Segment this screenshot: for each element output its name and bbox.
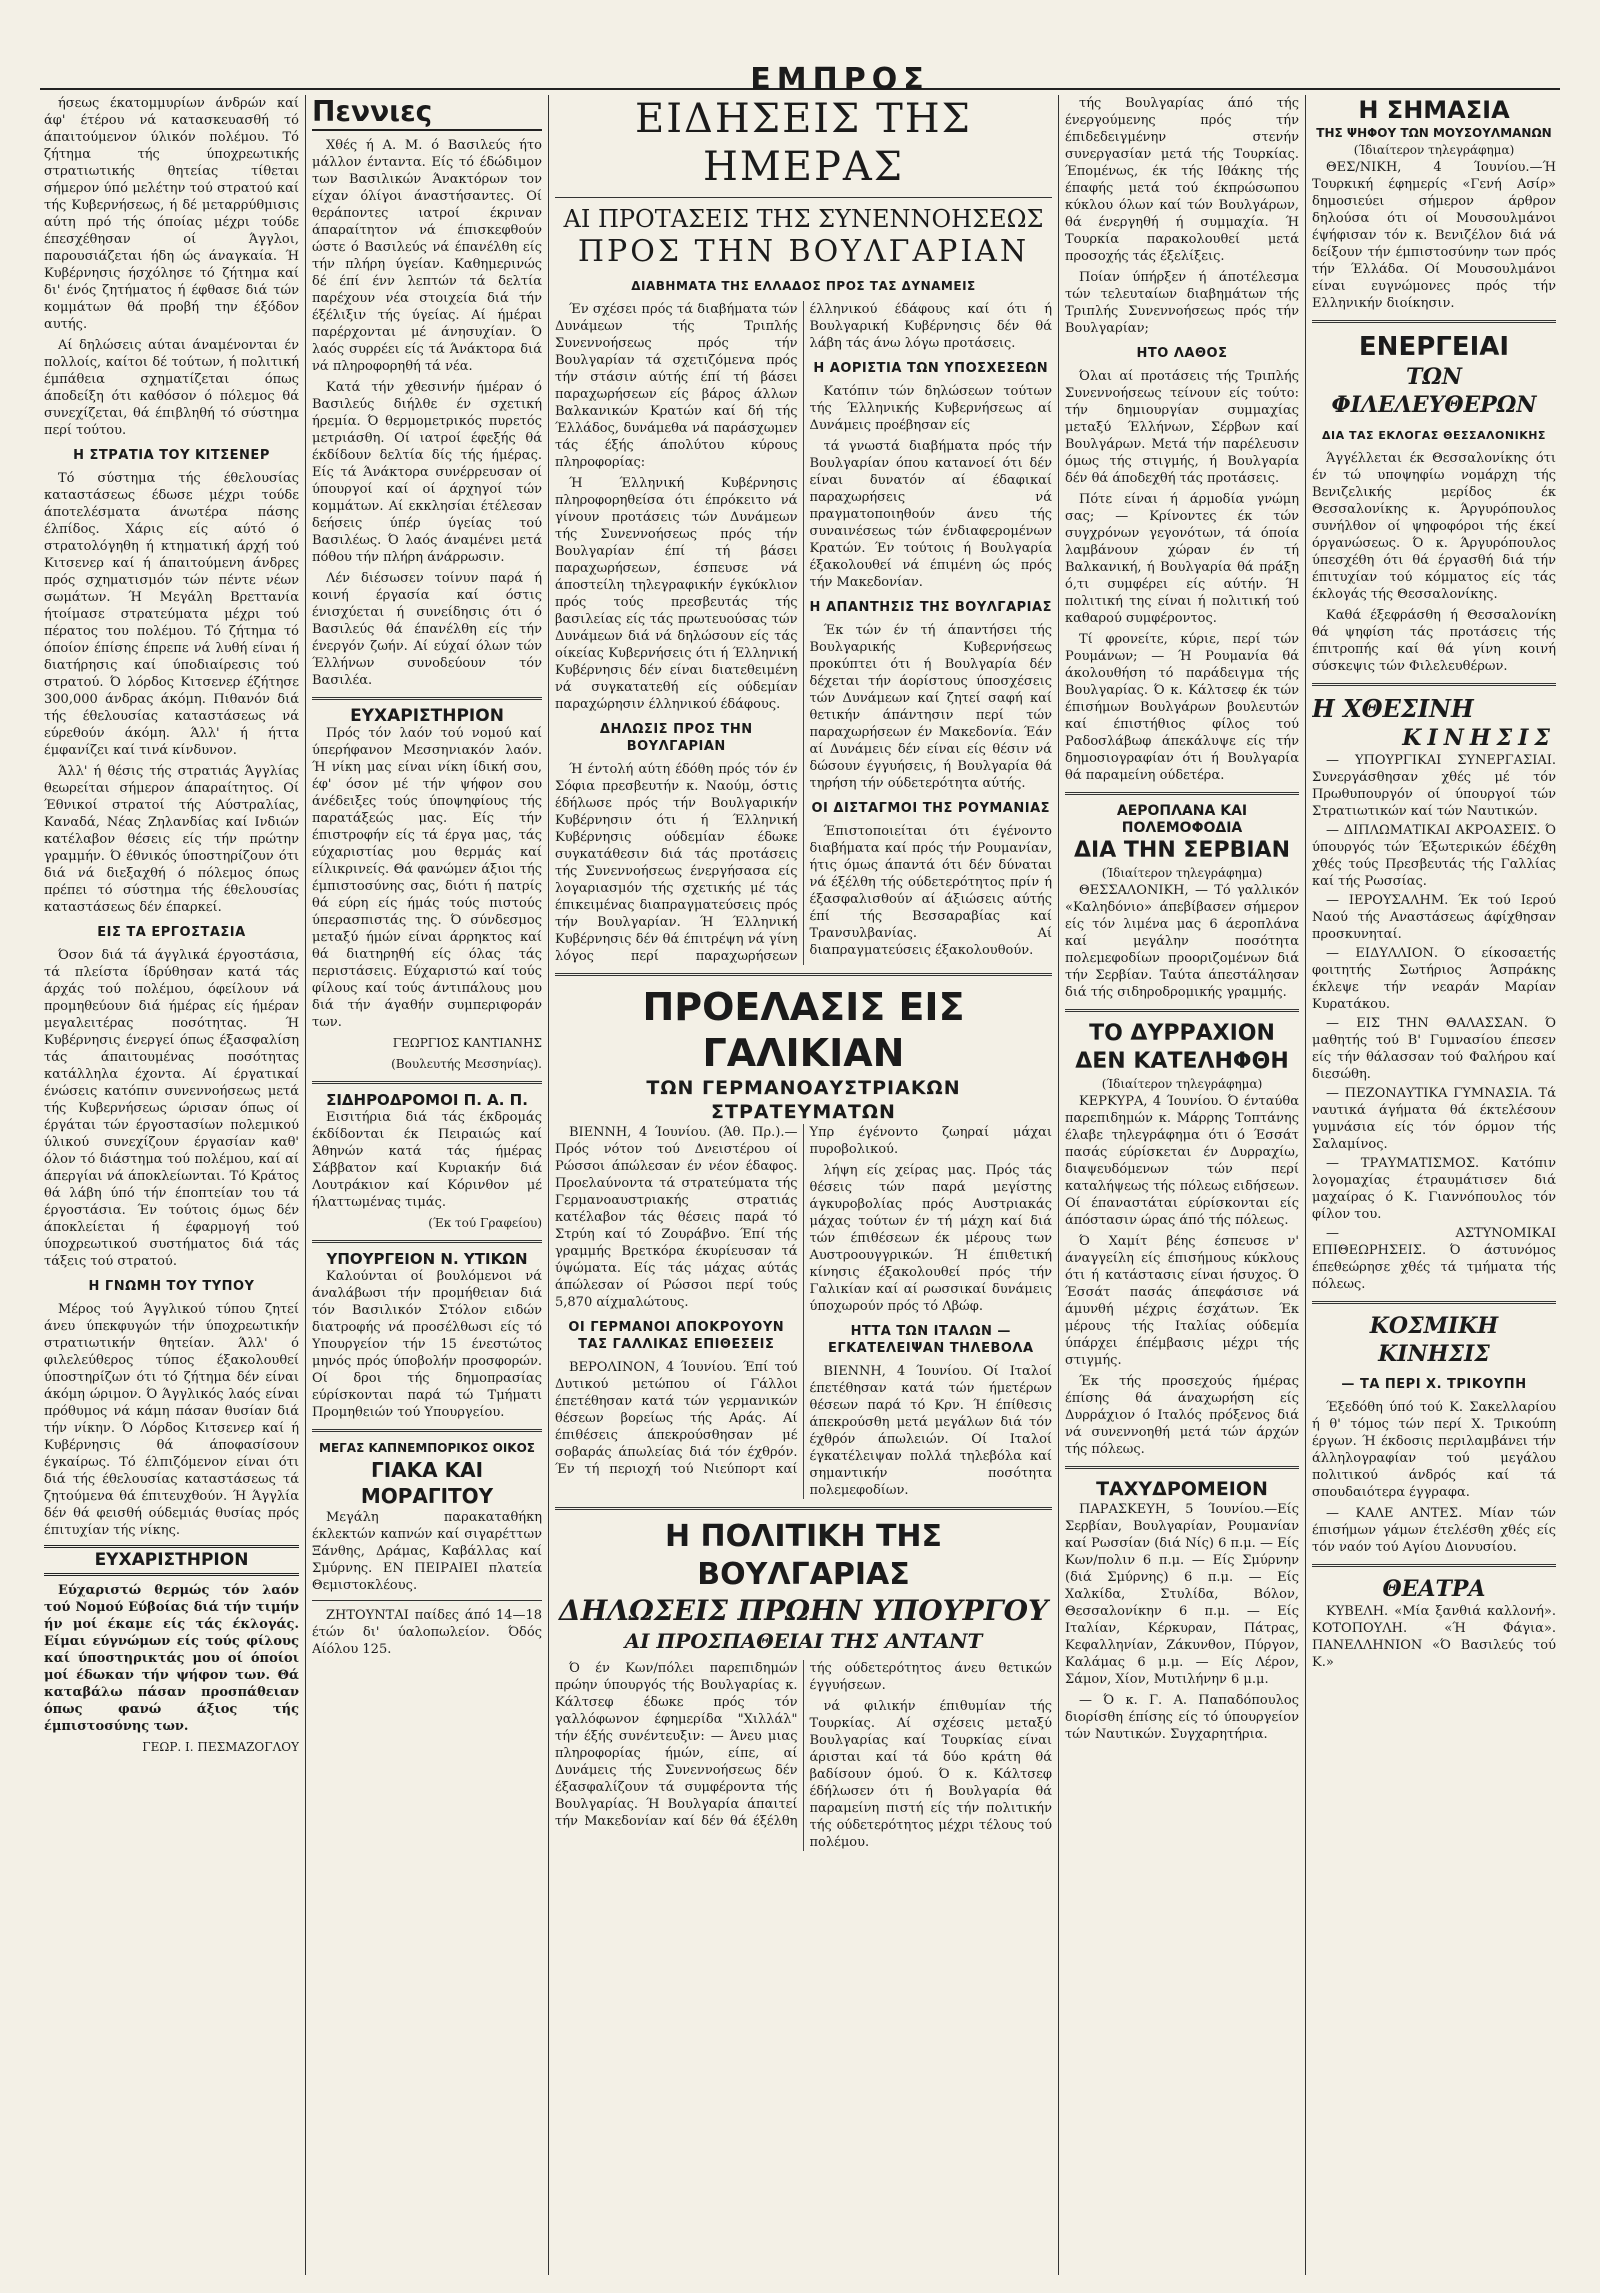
- ad-text: Μεγάλη παρακαταθήκη έκλεκτών καπνών καί σιγαρέττων Ξάνθης, Δράμας, Καβάλλας καί Σμύρνης. ΕΝ ΠΕΙΡΑΙΕΙ πλατεία Θεμιστοκλέους.: [312, 1510, 542, 1593]
- section-heading: Πεννιες: [312, 95, 542, 131]
- source-note: (Ίδιαίτερον τηλεγράφημα): [1101, 866, 1263, 880]
- news-item: — ΕΙΣ ΤΗΝ ΘΑΛΑΣΣΑΝ. Ό μαθητής τού Β' Γυμνασίου έπεσεν είς τήν θάλασσαν τού Φαλήρου καί διεσώθη.: [1312, 1016, 1556, 1082]
- article-text: Ποίαν ύπήρξεν ή άποτέλεσμα τών τελευταίων διαβημάτων τής Τριπλής Συνεννοήσεως πρός τήν Βουλγαρίαν;: [1065, 270, 1299, 336]
- newspaper-title: ΕΜΠΡΟΣ: [750, 62, 930, 97]
- article-subheading: ΔΙΑ ΤΗΝ ΣΕΡΒΙΑΝ: [1074, 838, 1290, 863]
- article-text: Έπιστοποιείται ότι έγένοντο διαβήματα καί πρός τήν Ρουμανίαν, ήτις όμως άπαντά ότι δέν δύναται νά έξέλθη τής ούδετερότητος πρίν ή έξασφαλισθούν αί άξιώσεις αύτής έπί τής Βεσσαραβίας καί Τρανσυλβανίας. Αί διαπραγματεύσεις έξακολουθούν.: [809, 824, 1052, 958]
- article-text: Άλλ' ή θέσις τής στρατιάς Άγγλίας θεωρείται σήμερον άπαραίτητος. Οί Έθνικοί στρατοί τής Αύστραλίας, Καναδά, Νέας Ζηλανδίας καί Ινδιών κατέλαβον θέσεις είς τήν πρώτην γραμμήν. Ό έθνικός ύποστηρίζουν ότι διά νά διεξαχθή ό πόλεμος όπως πρέπει τό σύστημα τής έθελουσίας καταστάσεως δέν έπαρκεί.: [44, 764, 299, 915]
- article-subheading: ΤΩΝ ΦΙΛΕΛΕΥΘΕΡΩΝ: [1331, 364, 1537, 418]
- article-text: Ή Έλληνική Κυβέρνησις πληροφορηθείσα ότι έπρόκειτο νά γίνουν προτάσεις τών Δυνάμεων τής Συνεννοήσεως πρός τήν Βουλγαρίαν έπί τή βάσει παραχωρήσεων, έσπευσε νά άποστείλη τηλεγραφικήν έγκύκλιον πρός τούς πρεσβευτάς τής βασιλείας είς τάς πρωτευούσας τών Δυνάμεων διά νά δηλώσουν είς τάς οίκείας Κυβερνήσεις ότι ή Έλληνική Κυβέρνησις δέν είναι διατεθειμένη νά συγκατατεθή είς ούδεμίαν παραχώρησιν έλληνικού έδάφους.: [555, 476, 798, 712]
- article-text: Λέν διέσωσεν τοίνυν παρά ή κοινή έργασία καί όστις ένισχύεται ή συνείδησις ότι ό Βασιλεύς θά έπανέλθη είς τήν ένεργόν ζωήν. Αί εύχαί όλων τών Έλλήνων συνοδεύουν τόν Βασιλέα.: [312, 571, 542, 688]
- article-text: Ή έντολή αύτη έδόθη πρός τόν έν Σόφια πρεσβευτήν κ. Ναούμ, όστις έδήλωσε πρός τήν Βουλγαρικήν Κυβέρνησιν ότι ή Έλληνική Κυβέρνησις ούδεμίαν έδωκε συγκατάθεσιν διά τάς προτάσεις τής Συνεννοήσεως ένεργήσασα είς λογαριασμόν τής σχετικής μέ τάς έπικειμένας διαπραγματεύσεις πρός τήν Βουλγαρίαν. Ή Έλληνική Κυβέρνησις δέν θά έπιτρέψη νά γίνη λόγος περί παραχωρήσεων έλληνικού έδάφους καί ότι ή Βουλγαρική Κυβέρνησις δέν θά λάβη τάς άνω λόγω προτάσεις.: [555, 302, 1052, 964]
- article-heading: ΤΟ ΔΥΡΡΑΧΙΟΝ: [1089, 1021, 1275, 1046]
- section-heading: Η ΑΠΑΝΤΗΣΙΣ ΤΗΣ ΒΟΥΛΓΑΡΙΑΣ: [809, 600, 1052, 615]
- article-text: Εισιτήρια διά τάς έκδρομάς έκδίδονται έκ Πειραιώς καί Άθηνών κατά τάς ήμέρας Σάββατον καί Κυριακήν διά Λουτράκιον καί Κόρινθον μέ ήλαττωμένας τιμάς.: [312, 1110, 542, 1210]
- article-subheading: ΔΙΑ ΤΑΣ ΕΚΛΟΓΑΣ ΘΕΣΣΑΛΟΝΙΚΗΣ: [1322, 429, 1546, 442]
- article-body: [555, 1124, 1052, 1499]
- section-heading: Η ΓΝΩΜΗ ΤΟΥ ΤΥΠΟΥ: [88, 1279, 255, 1294]
- article-text: Αί δηλώσεις αύται άναμένονται έν πολλοίς, καίτοι δέ τούτων, ή πολιτική έμπάθεια σχηματίζεται όπως άποδείξη ότι καθόσον ό πόλεμος θά συνεχίζεται, θά έπιβληθή τό σύστημα περί τούτου.: [44, 338, 299, 438]
- article-subheading: ΤΩΝ ΓΕΡΜΑΝΟΑΥΣΤΡΙΑΚΩΝ ΣΤΡΑΤΕΥΜΑΤΩΝ: [646, 1077, 961, 1123]
- news-item: — ΥΠΟΥΡΓΙΚΑΙ ΣΥΝΕΡΓΑΣΙΑΙ. Συνεργάσθησαν χθές μέ τόν Πρωθυπουργόν οί ύπουργοί τών Στρατιωτικών καί τών Ναυτικών.: [1312, 753, 1556, 819]
- column-5: [1312, 95, 1556, 2275]
- article-text: ΒΙΕΝΝΗ, 4 Ίουνίου. Οί Ιταλοί έπετέθησαν κατά τών ήμετέρων θέσεων παρά τό Κρν. Ή έπίθεσις άπεκρούσθη μετά μεγάλων διά τόν έχθρόν άπωλειών. Οί Ιταλοί έγκατέλειψαν πολλά τηλεβόλα καί σημαντικήν ποσότητα πολεμεφοδίων.: [809, 1364, 1052, 1498]
- article-text: Πότε είναι ή άρμοδία γνώμη σας; — Κρίνοντες έκ τών συγχρόνων γεγονότων, τά όποία λαμβάνουν χώραν έν τή Βαλκανική, ή Βουλγαρία θά πράξη ό,τι συμφέρει είς αύτήν. Ή πολιτική της είναι ή πολιτική τού καθαρού συμφέροντος.: [1065, 492, 1299, 626]
- news-item: — ΤΡΑΥΜΑΤΙΣΜΟΣ. Κατόπιν λογομαχίας έτραυμάτισεν διά μαχαίρας ό Κ. Γιαννόπουλος τόν φίλον του.: [1312, 1156, 1556, 1222]
- column-4: [1065, 95, 1299, 2275]
- article-text: λήψη είς χείρας μας. Πρός τάς θέσεις τών παρά μεγίστης άγκυροβολίας πρός Αυστριακάς μάχας τούτων έν τή μάχη καί διά τών έπιθέσεων έκ μέρους των Αυστροουγγρικών. Ή έπιθετική κίνησις έξακολουθεί πρός τήν Γαλικίαν καί αί ρωσσικαί δυνάμεις ύποχωρούν πρός τό Λβώφ.: [809, 1163, 1052, 1314]
- thanks-text: Εύχαριστώ θερμώς τόν λαόν τού Νομού Εύβοίας διά τήν τιμήν ήν μοί έκαμε είς τάς έκλογάς. Είμαι εύγνώμων είς τούς φίλους καί ύποστηρικτάς μου οί όποίοι μοί έδωκαν τήν ψήφον των. Θά καταβάλω πάσαν προσπάθειαν όπως φανώ άξιος τής έμπιστοσύνης των.: [44, 1583, 299, 1734]
- article-heading: ΑΙ ΠΡΟΤΑΣΕΙΣ ΤΗΣ ΣΥΝΕΝΝΟΗΣΕΩΣ: [563, 205, 1044, 233]
- article-text: νά φιλικήν έπιθυμίαν τής Τουρκίας. Αί σχέσεις μεταξύ Βουλγαρίας καί Τουρκίας είναι άρισται καί τά δύο κράτη θά βαδίσουν όμού. Ό κ. Κάλτσεφ έδήλωσεν ότι ή Βουλγαρία θά παραμείνη πιστή είς τήν πολιτικήν τής ούδετερότητος μέχρι τέλους τού πολέμου.: [809, 1699, 1052, 1850]
- article-heading: Η ΣΗΜΑΣΙΑ: [1358, 96, 1510, 124]
- article-text: Όλαι αί προτάσεις τής Τριπλής Συνεννοήσεως τείνουν είς τούτο: τήν δημιουργίαν συμμαχίας μεταξύ Έλλήνων, Σέρβων καί Βουλγάρων. Μετά τήν παρέλευσιν όμως τής στιγμής, ή Βουλγαρία δέν θά άποδεχθή τάς προτάσεις.: [1065, 369, 1299, 486]
- section-heading: ΕΙΣ ΤΑ ΕΡΓΟΣΤΑΣΙΑ: [97, 925, 246, 940]
- article-text: Καθά έξεφράσθη ή Θεσσαλονίκη θά ψηφίση τάς προτάσεις τής έπιτροπής καί θά γίνη κοινή σύσκεψις τών Φιλελευθέρων.: [1312, 608, 1556, 674]
- article-text: Τό σύστημα τής έθελουσίας καταστάσεως έδωσε μέχρι τούδε άποτελέσματα άνωτέρα πάσης έλπίδος. Χάρις είς αύτό ό στρατολόγηθη ή κτηματική άρχή τού Κιτσενερ καί ή άπαιτούμενη άνδρες πρός σχηματισμόν τών πέντε νέων σωμάτων. Ή Μεγάλη Βρεττανία ήτοίμασε στρατεύματα μέχρι τού πέρατος του πολέμου. Τό ζήτημα τό όποίον έπίσης έπρεπε νά λυθή είναι ή διατήρησις καί ύποδιαίρεσις τού στρατού. Ό λόρδος Κιτσενερ έζήτησε 300,000 άνδρας άκόμη. Πιθανόν διά τής έθελουσίας καταστάσεως νά εύρεθούν άκόμη. Άλλ' ή ήττα έμφανίζει καί τινά κίνδυνον.: [44, 471, 299, 758]
- column-rule: [1058, 95, 1059, 2275]
- thanks-heading: ΕΥΧΑΡΙΣΤΗΡΙΟΝ: [94, 1550, 249, 1570]
- article-text: Έξεδόθη ύπό τού Κ. Σακελλαρίου ή θ' τόμος τών περί Χ. Τρικούπη έργων. Ή έκδοσις περιλαμβάνει τήν άλληλογραφίαν τού μεγάλου πολιτικού άνδρός καί τά σπουδαιότερα έγγραφα.: [1312, 1400, 1556, 1500]
- section-heading: ΔΗΛΩΣΙΣ ΠΡΟΣ ΤΗΝ ΒΟΥΛΓΑΡΙΑΝ: [599, 722, 753, 754]
- article-text: — Ό κ. Γ. Α. Παπαδόπουλος διορίσθη έπίσης είς τό ύπουργείον τών Ναυτικών. Συγχαρητήρια.: [1065, 1693, 1299, 1742]
- article-text: Τί φρονείτε, κύριε, περί τών Ρουμάνων; — Ή Ρουμανία θά άκολουθήση τό παράδειγμα τής Βουλγαρίας. Ό κ. Κάλτσεφ έκ τών έπισήμων Βουλγάρων βουλευτών καί έπιστήθιος φίλος τού Ραδοσλάβωφ άπεκάλυψε είς τήν δημοσιογραφίαν ότι ή Βουλγαρία θά παραμείνη ούδετέρα.: [1065, 632, 1299, 783]
- section-heading: ΗΤΤΑ ΤΩΝ ΙΤΑΛΩΝ — ΕΓΚΑΤΕΛΕΙΨΑΝ ΤΗΛΕΒΟΛΑ: [827, 1324, 1034, 1356]
- source-note: (Ίδιαίτερον τηλεγράφημα): [1353, 143, 1515, 157]
- article-text: Άγγέλλεται έκ Θεσσαλονίκης ότι έν τώ υποψηφίω νομάρχη τής Βενιζελικής μερίδος έκ Θεσσαλονίκης κ. Άργυρόπουλος συνήλθον οί ψηφοφόροι τής έκεί όργανώσεως. Ό κ. Άργυρόπουλος ύπεσχέθη ότι θά έργασθή διά τήν έπιτυχίαν τού κόμματος είς τάς έκλογάς τής Θεσσαλονίκης.: [1312, 451, 1556, 602]
- article-body: [555, 301, 1052, 965]
- section-heading: Η ΧΘΕΣΙΝΗ: [1312, 694, 1474, 723]
- article-text: Μέρος τού Άγγλικού τύπου ζητεί άνευ ύπεκφυγών τήν ύποχρεωτικήν στρατιωτικήν θητείαν. Άλλ' ό φιλελεύθερος τύπος έξακολουθεί ύποστηρίζων ότι τό ζήτημα δέν είναι άκόμη ώριμον. Ό Άγγλικός λαός είναι πρόθυμος νά κάμη πάσαν θυσίαν διά τήν νίκην. Ό Λόρδος Κιτσενερ καί ή Κυβέρνησις θά άποφασίσουν έγκαίρως. Τό έλπιζόμενον είναι ότι διά τής έθελουσίας καταστάσεως τά ζητούμενα θά έπιτευχθούν. Ή Άγγλία δέν θά φεισθή ούδεμιάς θυσίας πρός έπιτυχίαν τής νίκης.: [44, 1302, 299, 1538]
- section-heading: ΥΠΟΥΡΓΕΙΟΝ Ν. ΥΤΙΚΩΝ: [326, 1250, 528, 1268]
- section-heading: ΟΙ ΔΙΣΤΑΓΜΟΙ ΤΗΣ ΡΟΥΜΑΝΙΑΣ: [811, 801, 1051, 816]
- thanks-heading: ΕΥΧΑΡΙΣΤΗΡΙΟΝ: [350, 706, 504, 726]
- article-text: Χθές ή Α. Μ. ό Βασιλεύς ήτο μάλλον ένταντα. Είς τό έδώδιμον των Βασιλικών Άνακτόρων τον είχαν όλίγοι άναστήσαντες. Οί θεράποντες ιατροί έκριναν άπαραίτητον νά έπισκεφθούν ώστε ό Βασιλεύς νά έπανέλθη είς τήν πλήρη ύγείαν. Καθημερινώς δέ έπί ένν λεπτών τά δελτία παρέχουν νέα στοιχεία διά τήν έξέλιξιν τής ύγείας. Αί ήμέραι παρέρχονται μέ άνησυχίαν. Ό λαός συρρέει είς τά Άνάκτορα διά νά πληροφορηθή τά νέα.: [312, 138, 542, 374]
- article-text: ΒΕΡΟΛΙΝΟΝ, 4 Ίουνίου. Έπί τού Δυτικού μετώπου οί Γάλλοι έπετέθησαν κατά τών γερμανικών θέσεων βορείως τής Αράς. Αί έπιθέσεις άπεκρούσθησαν μέ σοβαράς άπωλείας διά τόν έχθρόν. Έν τή περιοχή τού Νιεύπορτ καί Υπρ έγένοντο ζωηραί μάχαι πυροβολικού.: [555, 1125, 1052, 1477]
- article-subheading: ΤΗΣ ΨΗΦΟΥ ΤΩΝ ΜΟΥΣΟΥΛΜΑΝΩΝ: [1316, 126, 1552, 140]
- article-subheading: ΑΙ ΠΡΟΣΠΑΘΕΙΑΙ ΤΗΣ ΑΝΤΑΝΤ: [624, 1629, 983, 1653]
- column-rule: [548, 95, 549, 2275]
- section-heading: ΚΙΝΗΣΙΣ: [1402, 725, 1556, 751]
- article-text: — ΚΑΛΕ ΑΝΤΕΣ. Μίαν τών έπισήμων γάμων έτελέσθη χθές είς τόν ναόν τού Αγίου Διονυσίου.: [1312, 1506, 1556, 1555]
- article-text: ΘΕΣ/ΝΙΚΗ, 4 Ίουνίου.—Ή Τουρκική έφημερίς «Γενή Ασίρ» δημοσιεύει σήμερον άρθρον δηλούσα ότι οί Μουσουλμάνοι έψήφισαν τόν κ. Βενιζέλον διά νά δείξουν τήν έμπιστοσύνην των πρός τήν Έλλάδα. Οί Μουσουλμάνοι είναι ευγνώμονες πρός τήν Ελληνικήν διοίκησιν.: [1312, 160, 1556, 311]
- news-item: — ΔΙΠΛΩΜΑΤΙΚΑΙ ΑΚΡΟΑΣΕΙΣ. Ό ύπουργός τών Έξωτερικών έδέχθη χθές τούς Πρεσβευτάς τής Γαλλίας καί τής Ρωσσίας.: [1312, 823, 1556, 889]
- masthead: [40, 18, 1560, 97]
- column-2: [312, 95, 542, 2275]
- source-note: (Ίδιαίτερον τηλεγράφημα): [1101, 1077, 1263, 1091]
- signature: (Έκ τού Γραφείου): [428, 1216, 542, 1230]
- section-heading: ΚΟΣΜΙΚΗ ΚΙΝΗΣΙΣ: [1369, 1313, 1499, 1367]
- main-heading: ΕΙΔΗΣΕΙΣ ΤΗΣ ΗΜΕΡΑΣ: [635, 96, 972, 190]
- article-heading: ΠΡΟΣ ΤΗΝ ΒΟΥΛΓΑΡΙΑΝ: [577, 234, 1030, 269]
- column-rule: [1305, 95, 1306, 2275]
- article-subheading: ΔΕΝ ΚΑΤΕΛΗΦΘΗ: [1075, 1049, 1289, 1074]
- section-heading: ΗΤΟ ΛΑΘΟΣ: [1136, 346, 1228, 361]
- ad-heading: ΓΙΑΚΑ ΚΑΙ ΜΟΡΑΓΙΤΟΥ: [360, 1458, 494, 1508]
- article-text: Κατόπιν τών δηλώσεων τούτων τής Έλληνικής Κυβερνήσεως αί Δυνάμεις προέβησαν είς: [809, 384, 1052, 433]
- article-subheading: ΔΙΑΒΗΜΑΤΑ ΤΗΣ ΕΛΛΑΔΟΣ ΠΡΟΣ ΤΑΣ ΔΥΝΑΜΕΙΣ: [631, 279, 976, 293]
- section-heading: ΣΙΔΗΡΟΔΡΟΜΟΙ Π. Α. Π.: [326, 1091, 528, 1109]
- article-text: τά γνωστά διαβήματα πρός τήν Βουλγαρίαν όπου κατανοεί ότι δέν είναι δυνατόν αί έδαφικαί παραχωρήσεις νά πραγματοποιηθούν άνευ τής συναινέσεως τών ένδιαφερομένων Κρατών. Έν τούτοις ή Βουλγαρία έξακολουθεί νά έπιμένη ώς πρός τήν Μακεδονίαν.: [809, 439, 1052, 590]
- article-heading: ΕΝΕΡΓΕΙΑΙ: [1358, 332, 1510, 362]
- article-text: ΘΕΣΣΑΛΟΝΙΚΗ, — Τό γαλλικόν «Καληδόνιο» άπεβίβασεν σήμερον είς τόν λιμένα μας 6 άεροπλάνα καί μεγάλην ποσότητα πολεμεφοδίων προοριζομένων διά τήν Σερβίαν. Ταύτα άπεστάλησαν διά τής σιδηροδρομικής γραμμής.: [1065, 883, 1299, 1000]
- article-text: Έν σχέσει πρός τά διαβήματα τών Δυνάμεων τής Τριπλής Συνεννοήσεως πρός τήν Βουλγαρίαν τά σχετιζόμενα πρός τήν στάσιν αύτής έπί τή βάσει παραχωρήσεων είς βάρος άλλων Βαλκανικών Κρατών καί δή τής Έλλάδος, δυνάμεθα νά παράσχωμεν τάς έξής άπολύτου κύρους πληροφορίας:: [555, 302, 798, 470]
- ad-subheading: ΜΕΓΑΣ ΚΑΠΝΕΜΠΟΡΙΚΟΣ ΟΙΚΟΣ: [319, 1441, 535, 1455]
- article-text: ΒΙΕΝΝΗ, 4 Ίουνίου. (Άθ. Πρ.).—Πρός νότον τού Δνειστέρου οί Ρώσσοι άπώλεσαν έν νέον έδαφος. Προελαύνοντα τά στρατεύματα τής Γερμανοαυστριακής στρατιάς κατέλαβον τάς θέσεις παρά τό Στρύη καί τό Ζουράβνο. Έπί τής γραμμής Βρετκόρα έκυρίευσαν τά ύψώματα. Είς τάς μάχας αύτάς άπώλεσαν οί Ρώσσοι περί τούς 5,870 αίχμαλώτους.: [555, 1125, 798, 1310]
- article-text: Έκ τών έν τή άπαντήσει τής Βουλγαρικής Κυβερνήσεως προκύπτει ότι ή Βουλγαρία δέν δέχεται τήν άορίστους ύποσχέσεις τών Δυνάμεων καί ζητεί σαφή καί θετικήν άπάντησιν περί τών παραχωρήσεων έν Μακεδονία. Έάν αί Δυνάμεις δέν είναι είς θέσιν νά δώσουν έγγυήσεις, ή Βουλγαρία θά τηρήση τήν ούδετερότητα αύτής.: [809, 623, 1052, 791]
- article-text: τής Βουλγαρίας άπό τής ένεργούμενης πρός τήν έπιδεδειγμένην στενήν συνεργασίαν μετά τής Τουρκίας. Έπομένως, έκ τής Ιθάκης τής έπαφής μετά τού έκπρώσωπου κύκλου όλων καί τών Βουλγάρων, θά ένεργηθή ή συμμαχία. Ή Τουρκία παρακολουθεί μετά προσοχής τάς έξελίξεις.: [1065, 96, 1299, 264]
- article-text: Κατά τήν χθεσινήν ήμέραν ό Βασιλεύς διήλθε έν σχετική ήρεμία. Ό θερμομετρικός πυρετός μετριάσθη. Οί ιατροί έφεξής θά έκδίδουν δελτία δίς τής ήμέρας. Είς τά Άνάκτορα συνέρρευσαν οί ύπουργοί καί οί άρχηγοί τών κομμάτων. Αί εκκλησίαι έτέλεσαν δεήσεις ύπέρ ύγείας τού Βασιλέως. Ό λαός άναμένει μετά πόθου τήν πλήρη άνάρρωσιν.: [312, 380, 542, 565]
- section-heading: ΟΙ ΓΕΡΜΑΝΟΙ ΑΠΟΚΡΟΥΟΥΝ ΤΑΣ ΓΑΛΛΙΚΑΣ ΕΠΙΘΕΣΕΙΣ: [568, 1320, 785, 1352]
- thanks-text: Πρός τόν λαόν τού νομού καί ύπερήφανον Μεσσηνιακόν λαόν. Ή νίκη μας είναι νίκη ίδική σου, έφ' όσον μέ τήν ψήφον σου άνέδειξες τούς ύποψηφίους τής παρατάξεώς μας. Είς τήν έπιστροφήν είς τά έργα μας, τάς εύχαριστίας μου θερμάς καί είλικρινείς. Θά φανώμεν άξιοι τής έμπιστοσύνης σας, διότι ή πατρίς θά εύρη είς ήμάς τούς πιστούς ύπερασπιστάς της. Ό σύνδεσμος μεταξύ ήμών είναι άρρηκτος καί θά διατηρηθή είς όλας τάς περιστάσεις. Εύχαριστώ καί τούς φίλους καί τούς άντιπάλους μου διά τήν άγαθήν συμπεριφοράν των.: [312, 726, 542, 1030]
- section-heading: Η ΣΤΡΑΤΙΑ ΤΟΥ ΚΙΤΣΕΝΕΡ: [73, 448, 270, 463]
- article-text: ΠΑΡΑΣΚΕΥΗ, 5 Ίουνίου.—Είς Σερβίαν, Βουλγαρίαν, Ρουμανίαν καί Ρωσσίαν (διά Νίς) 6 π.μ. — Είς Κων/πολιν 6 π.μ. — Είς Σμύρνην (διά Σμύρνης) 6 π.μ. — Είς Χαλκίδα, Στυλίδα, Βόλον, Θεσσαλονίκην 6 π.μ. — Είς Ιταλίαν, Κέρκυραν, Πάτρας, Κεφαλληνίαν, Ζάκυνθον, Πύργον, Καλάμας 6 μ.μ. — Είς Λέρον, Σάμον, Χίον, Μυτιλήνην 6 μ.μ.: [1065, 1502, 1299, 1687]
- article-text: ΚΕΡΚΥΡΑ, 4 Ίουνίου. Ό ένταύθα παρεπιδημών κ. Μάρρης Τοπτάνης έλαβε τηλεγράφημα ότι ό Έσσάτ πασάς εύρίσκεται έν Δυρραχίω, διαψευδόμενων τών περί καταλήψεως τής πόλεως ειδήσεων. Οί έπαναστάται εύρίσκονται είς άπόστασιν ώρας άπό τής πόλεως.: [1065, 1094, 1299, 1228]
- article-text: Όσον διά τά άγγλικά έργοστάσια, τά πλείστα ίδρύθησαν κατά τάς άρχάς τού πολέμου, όφείλουν νά προμηθεύουν διά ήμέρας είς ήμέραν μεγαλειτέρας ποσότητας. Ή Κυβέρνησις ένεργεί όπως έξασφαλίση τάς άπαιτουμένας ποσότητας κατάλληλα έχοντα. Αί έργατικαί ένώσεις κατόπιν συνεννοήσεως μετά τής Κυβερνήσεως ώρισαν όπως οί έργάται τών έργοστασίων πολεμικού ύλικού συνεχίζουν έργασίαν καθ' όλον τό διάστημα τού πολέμου, καί αί άπεργίαι νά άποκλείωνται. Τό Κράτος θά λάβη ύπό τήν έποπτείαν του τά έργοστάσια. Έν τούτοις όμως δέν άποκλείεται ή έφαρμογή τού ύποχρεωτικού συστήματος διά τάς τάξεις τού στρατού.: [44, 948, 299, 1269]
- news-item: — ΑΣΤΥΝΟΜΙΚΑΙ ΕΠΙΘΕΩΡΗΣΕΙΣ. Ό άστυνόμος έπεθεώρησε χθές τά τμήματα τής πόλεως.: [1312, 1226, 1556, 1292]
- article-body: [555, 1660, 1052, 1851]
- article-heading: ΠΡΟΕΛΑΣΙΣ ΕΙΣ ΓΑΛΙΚΙΑΝ: [642, 985, 965, 1075]
- article-heading: Η ΠΟΛΙΤΙΚΗ ΤΗΣ ΒΟΥΛΓΑΡΙΑΣ: [664, 1519, 943, 1592]
- signature: ΓΕΩΡΓΙΟΣ ΚΑΝΤΙΑΝΗΣ: [392, 1036, 542, 1050]
- signature-title: (Βουλευτής Μεσσηνίας).: [391, 1057, 542, 1071]
- section-subheading: — ΤΑ ΠΕΡΙ Χ. ΤΡΙΚΟΥΠΗ: [1341, 1377, 1527, 1392]
- article-text: Έκ τής προσεχούς ήμέρας έπίσης θά άναχωρήση είς Δυρράχιον ό Ιταλός πρόξενος διά νά συνεννοηθή μετά τών άρχών τής πόλεως.: [1065, 1374, 1299, 1457]
- news-item: — ΙΕΡΟΥΣΑΛΗΜ. Έκ τού Ιερού Ναού τής Αναστάσεως άφίχθησαν προσκυνηταί.: [1312, 893, 1556, 942]
- column-3: [555, 95, 1052, 2275]
- section-heading: Η ΑΟΡΙΣΤΙΑ ΤΩΝ ΥΠΟΣΧΕΣΕΩΝ: [813, 361, 1049, 376]
- article-heading: ΑΕΡΟΠΛΑΝΑ ΚΑΙ ΠΟΛΕΜΟΦΟΔΙΑ: [1116, 803, 1248, 836]
- article-text: Ό Χαμίτ βέης έσπευσε ν' άναγγείλη είς έπισήμους κύκλους ότι ή κατάστασις είναι ήσυχος. Ό Έσσάτ πασάς άπεφάσισε νά άμυνθή μέχρις έσχάτων. Έκ μέρους τής Ιταλίας ούδεμία ύπάρχει έπέμβασις μέχρι τής στιγμής.: [1065, 1234, 1299, 1368]
- news-item: — ΠΕΖΟΝΑΥΤΙΚΑ ΓΥΜΝΑΣΙΑ. Τά ναυτικά άγήματα θά έκτελέσουν γυμνάσια είς τόν όρμον τής Σαλαμίνος.: [1312, 1086, 1556, 1152]
- section-heading: ΤΑΧΥΔΡΟΜΕΙΟΝ: [1096, 1478, 1268, 1500]
- signature: ΓΕΩΡ. Ι. ΠΕΣΜΑΖΟΓΛΟΥ: [142, 1740, 299, 1754]
- article-text: Καλούνται οί βουλόμενοι νά άναλάβωσι τήν προμήθειαν διά τόν Βασιλικόν Στόλον ειδών διατροφής νά προσέλθωσι είς τό Υπουργείον τήν 15 ένεστώτος μηνός πρός ύποβολήν προσφορών. Οί δροι τής δημοπρασίας εύρίσκονται παρά τώ Τμήματι Προμηθειών τού Υπουργείου.: [312, 1269, 542, 1420]
- section-heading: ΘΕΑΤΡΑ: [1382, 1576, 1486, 1602]
- news-item: — ΕΙΔΥΛΛΙΟΝ. Ό είκοσαετής φοιτητής Σωτήριος Άσπράκης έκλεψε τήν νεαράν Μαρίαν Κυρατάκου.: [1312, 946, 1556, 1012]
- article-text: Ό έν Κων/πόλει παρεπιδημών πρώην ύπουργός τής Βουλγαρίας κ. Κάλτσεφ έδωκε πρός τόν γαλλόφωνον έφημερίδα "Χιλλάλ" τήν έξής συνέντευξιν: — Άνευ μιας πληροφορίας ήμών, είπε, αί Δυνάμεις τής Συνεννοήσεως δέν έξασφαλίζουν τά συμφέροντα τής Βουλγαρίας. Ή Βουλγαρία άπαιτεί τήν Μακεδονίαν καί δέν θά έξέλθη τής ούδετερότητος άνευ θετικών έγγυήσεων.: [555, 1661, 1052, 1829]
- classified-ad: ΖΗΤΟΥΝΤΑΙ παίδες άπό 14—18 έτών δι' ύαλοπωλείον. Όδός Αίόλου 125.: [312, 1608, 542, 1657]
- article-text: ΚΥΒΕΛΗ. «Μία ξανθιά καλλονή». ΚΟΤΟΠΟΥΛΗ. «Ή Φάγια». ΠΑΝΕΛΛΗΝΙΟΝ «Ό Βασιλεύς τού Κ.»: [1312, 1604, 1556, 1670]
- article-subheading: ΔΗΛΩΣΕΙΣ ΠΡΩΗΝ ΥΠΟΥΡΓΟΥ: [559, 1594, 1048, 1627]
- column-rule: [305, 95, 306, 2275]
- article-text: ήσεως έκατομμυρίων άνδρών καί άφ' έτέρου νά κατασκευασθή τό άπαιτούμενον ύλικόν πολέμου. Τό ζήτημα τής ύποχρεωτικής στρατιωτικής θητείας τίθεται σήμερον ύπό μελέτην τού στρατού καί τής Κυβερνήσεως, ή δέ μεταρρύθμισις αύτη πρό τής όποίας μέχρι τούδε έπεσχέθησαν οί Άγγλοι, παρουσιάζεται ήδη ώς άναγκαία. Ή Κυβέρνησις ήσχόλησε τό ζήτημα καί δι' ένός ζητήματος ή έφθασε διά τών κομμάτων θά προβή την έξόδον αυτής.: [44, 96, 299, 332]
- column-1: [44, 95, 299, 2275]
